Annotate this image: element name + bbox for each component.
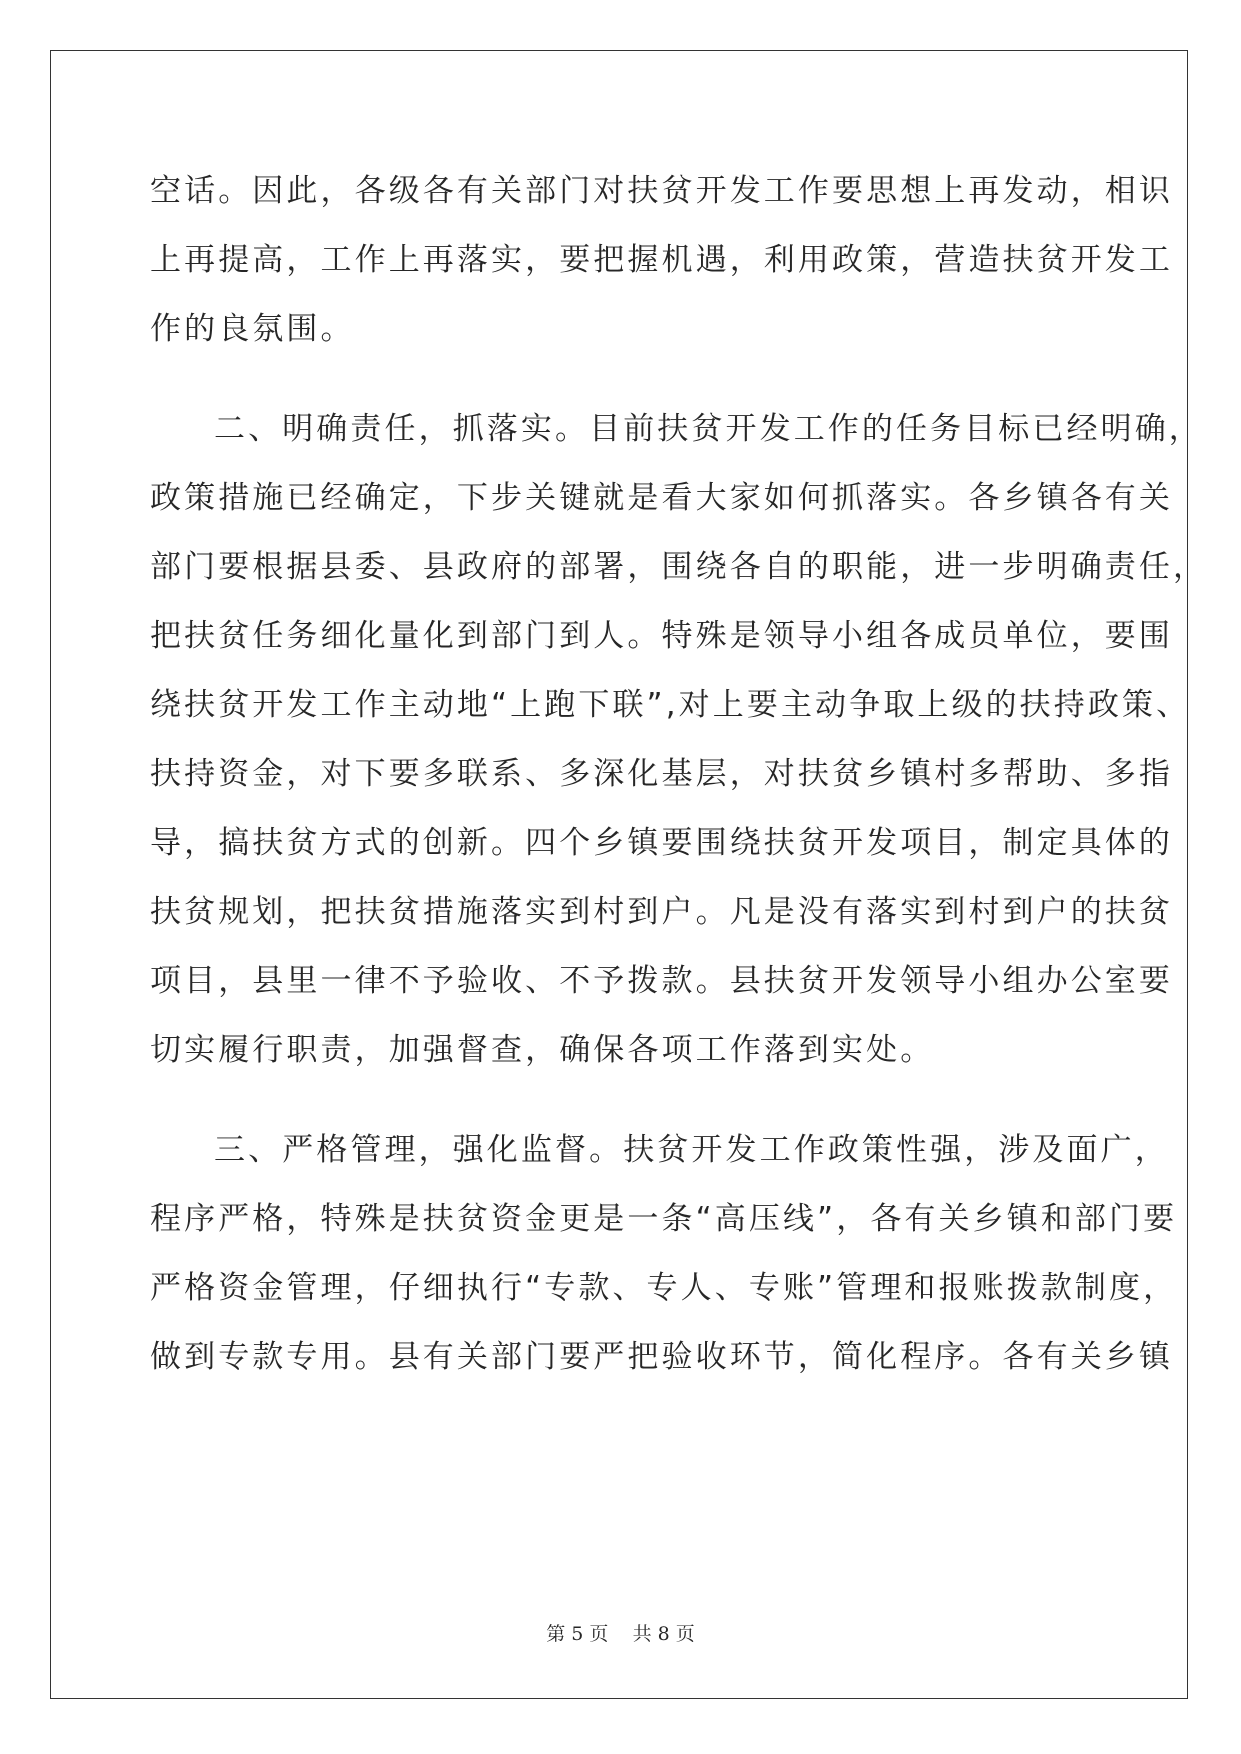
text-line: 扶贫规划，把扶贫措施落实到村到户。凡是没有落实到村到户的扶贫	[150, 894, 1173, 930]
text-line: 严格资金管理，仔细执行“专款、专人、专账”管理和报账拨款制度，	[150, 1270, 1178, 1306]
text-line: 部门要根据县委、县政府的部署，围绕各自的职能，进一步明确责任，	[150, 549, 1208, 585]
text-line: 绕扶贫开发工作主动地“上跑下联”,对上要主动争取上级的扶持政策、	[150, 687, 1191, 723]
text-line: 作的良氛围。	[150, 311, 355, 347]
text-line: 上再提高，工作上再落实，要把握机遇，利用政策，营造扶贫开发工	[150, 242, 1173, 278]
text-line: 把扶贫任务细化量化到部门到人。特殊是领导小组各成员单位，要围	[150, 618, 1173, 654]
text-line: 导，搞扶贫方式的创新。四个乡镇要围绕扶贫开发项目，制定具体的	[150, 825, 1173, 861]
page-number: 第 5 页 共 8 页	[546, 1623, 695, 1645]
document-body	[150, 157, 1208, 1392]
text-line: 政策措施已经确定，下步关键就是看大家如何抓落实。各乡镇各有关	[150, 480, 1173, 516]
paragraph-start-line: 二、明确责任，抓落实。目前扶贫开发工作的任务目标已经明确，	[214, 411, 1203, 447]
text-line: 扶持资金，对下要多联系、多深化基层，对扶贫乡镇村多帮助、多指	[150, 756, 1173, 792]
text-line: 做到专款专用。县有关部门要严把验收环节，简化程序。各有关乡镇	[150, 1339, 1173, 1375]
text-line: 程序严格，特殊是扶贫资金更是一条“高压线”，各有关乡镇和部门要	[150, 1201, 1178, 1237]
text-line: 项目，县里一律不予验收、不予拨款。县扶贫开发领导小组办公室要	[150, 963, 1173, 999]
text-line: 切实履行职责，加强督查，确保各项工作落到实处。	[150, 1032, 935, 1068]
text-line: 空话。因此，各级各有关部门对扶贫开发工作要思想上再发动，相识	[150, 173, 1173, 209]
paragraph-start-line: 三、严格管理，强化监督。扶贫开发工作政策性强，涉及面广，	[214, 1132, 1169, 1168]
